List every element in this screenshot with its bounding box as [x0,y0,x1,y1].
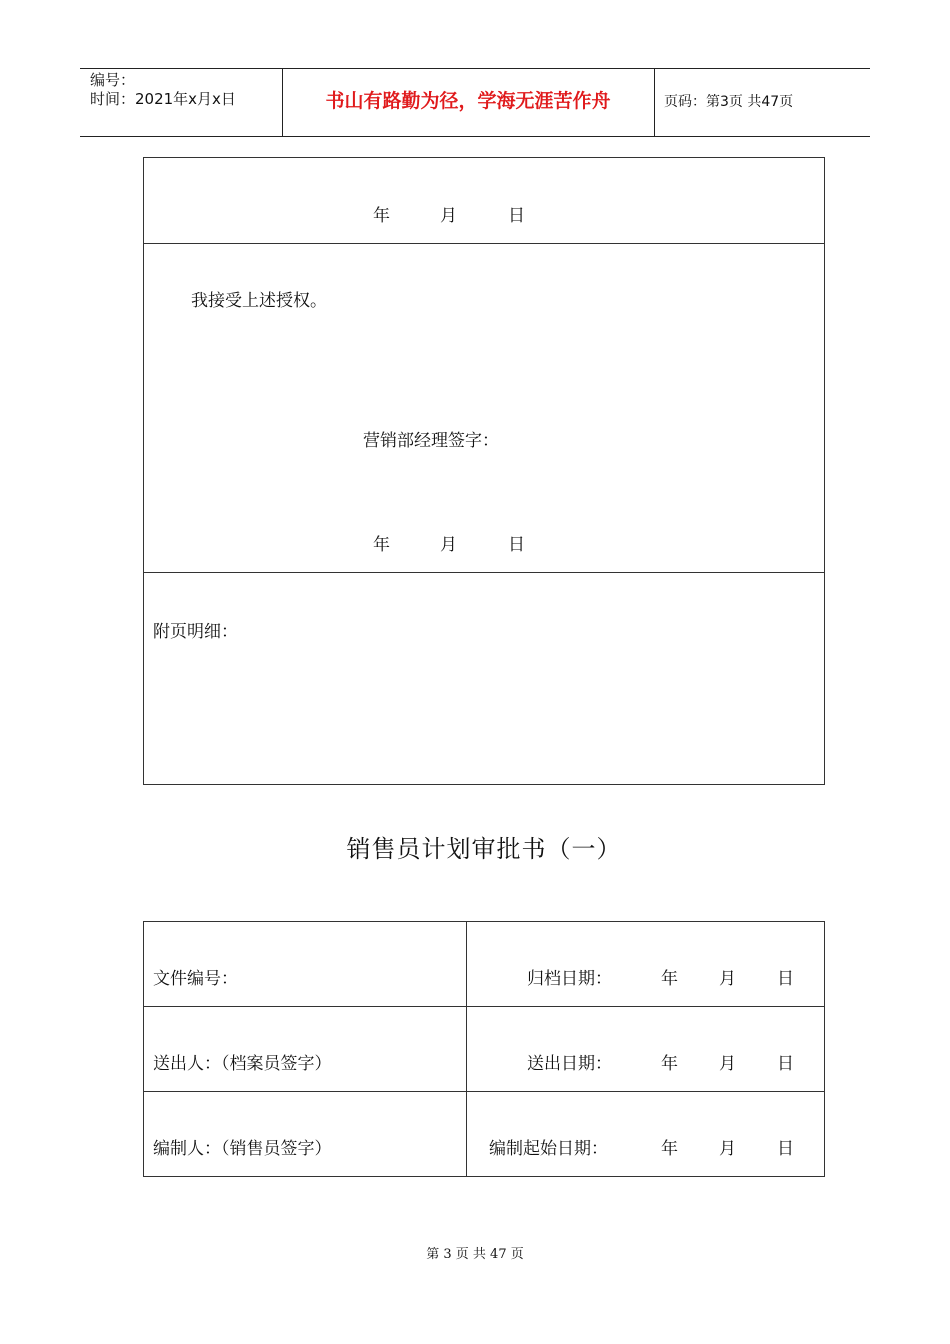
document-title: 销售员计划审批书（一） [346,835,622,863]
page-info: 页码：第3页 共47页 [664,94,794,110]
table-column-divider [466,921,467,1177]
acceptance-text: 我接受上述授权。 [191,291,327,311]
day-label: 日 [777,969,794,989]
day-label: 日 [508,535,525,555]
year-label: 年 [661,969,678,989]
manager-signature-label: 营销部经理签字： [363,431,499,451]
month-label: 月 [719,1139,736,1159]
month-label: 月 [440,535,457,555]
year-label: 年 [661,1139,678,1159]
day-label: 日 [508,206,525,226]
preparer-label: 编制人：（销售员签字） [153,1139,332,1159]
sender-label: 送出人：（档案员签字） [153,1054,332,1074]
year-label: 年 [373,206,390,226]
page-footer: 第 3 页 共 47 页 [426,1247,524,1262]
header-divider [654,68,655,136]
day-label: 日 [777,1139,794,1159]
authorization-form [143,157,825,785]
day-label: 日 [777,1054,794,1074]
send-date-label: 送出日期： [527,1054,612,1074]
header-top-rule [80,68,870,69]
header-bottom-rule [80,136,870,137]
form-row-divider [143,243,825,244]
preparation-start-date-label: 编制起始日期： [489,1139,608,1159]
archive-date-label: 归档日期： [527,969,612,989]
month-label: 月 [719,969,736,989]
month-label: 月 [719,1054,736,1074]
attachment-label: 附页明细： [153,622,238,642]
time-label: 时间：2021年x月x日 [90,90,236,108]
table-row-divider [143,1091,825,1092]
header-motto: 书山有路勤为径，学海无涯苦作舟 [325,90,611,112]
form-row-divider [143,572,825,573]
serial-number-label: 编号： [90,71,136,89]
year-label: 年 [373,535,390,555]
file-number-label: 文件编号： [153,969,238,989]
year-label: 年 [661,1054,678,1074]
table-row-divider [143,1006,825,1007]
month-label: 月 [440,206,457,226]
